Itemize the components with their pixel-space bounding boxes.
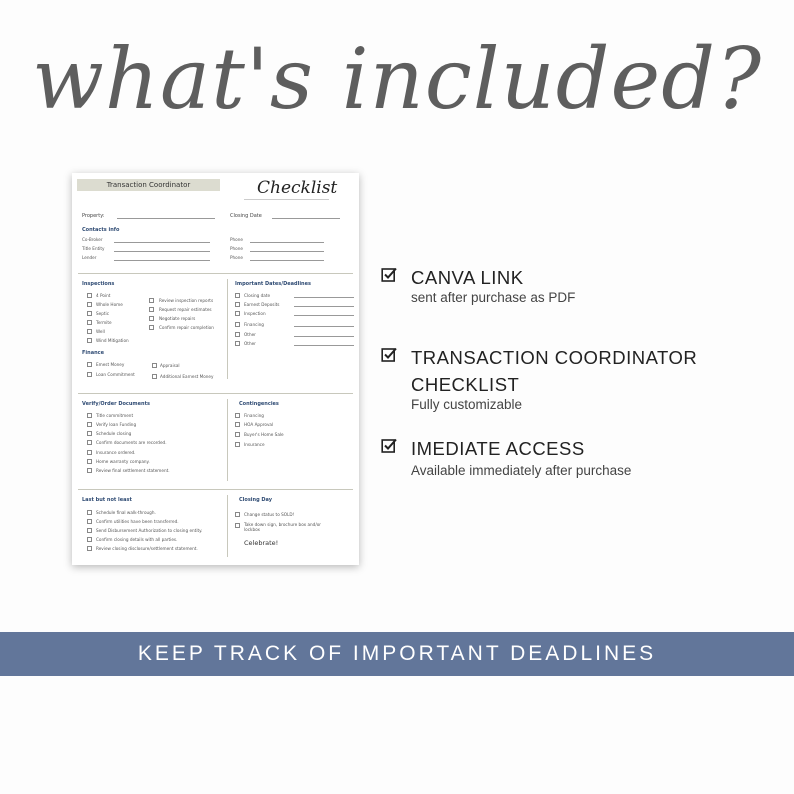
verify-item: Schedule closing <box>96 431 132 436</box>
date-item: Other <box>244 332 256 337</box>
contact-label: Title Entity <box>82 246 105 251</box>
verify-heading: Verify/Order Documents <box>82 401 150 407</box>
finance-item: Appraisal <box>160 363 180 368</box>
inspections-heading: Inspections <box>82 281 115 287</box>
feature-subtitle: Fully customizable <box>411 397 523 412</box>
inspection-item: Wind Mitigation <box>96 338 129 343</box>
verify-item: Review final settlement statement. <box>96 468 170 473</box>
date-item: Financing <box>244 322 264 327</box>
contingency-item: Financing <box>244 413 264 418</box>
closing-date-label: Closing Date <box>230 213 262 219</box>
feature-subtitle: Available immediately after purchase <box>411 463 632 478</box>
checkbox-checked-icon <box>381 437 399 455</box>
verify-item: Home warranty company. <box>96 459 150 464</box>
contingency-item: Insurance <box>244 442 265 447</box>
last-item: Confirm utilities have been transferred. <box>96 519 179 524</box>
checklist-preview <box>72 173 359 565</box>
verify-item: Insurance ordered. <box>96 450 136 455</box>
dates-heading: Important Dates/Deadlines <box>235 281 311 287</box>
doc-title: Checklist <box>257 178 338 198</box>
inspection-item: Well <box>96 329 105 334</box>
last-item: Review closing disclosure/settlement statement. <box>96 546 198 551</box>
inspection-item: Whole Home <box>96 302 123 307</box>
property-label: Property: <box>82 213 105 219</box>
contingencies-heading: Contingencies <box>239 401 279 407</box>
finance-item: Loan Commitment <box>96 372 135 377</box>
closing-heading: Closing Day <box>239 497 273 503</box>
finance-item: Additional Earnest Money <box>160 374 214 379</box>
finance-item: Emest Money <box>96 362 125 367</box>
deadlines-banner: KEEP TRACK OF IMPORTANT DEADLINES <box>0 632 794 676</box>
celebrate-text: Celebrate! <box>244 539 279 547</box>
headline: what's included? <box>32 30 762 128</box>
doc-header-label: Transaction Coordinator <box>77 179 220 191</box>
phone-label: Phone <box>230 255 243 260</box>
inspection-item: Septic <box>96 311 110 316</box>
contact-label: Lender <box>82 255 97 260</box>
verify-item: Title commitment <box>96 413 134 418</box>
finance-heading: Finance <box>82 350 104 356</box>
inspection-item: 4 Point <box>96 293 111 298</box>
verify-item: Confirm documents are recorded. <box>96 440 167 445</box>
contacts-heading: Contacts info <box>82 227 120 233</box>
checkbox-checked-icon <box>381 346 399 364</box>
feature-title: TRANSACTION COORDINATOR CHECKLIST <box>411 347 698 395</box>
closing-item: Take down sign, brochure box and/or lockbox <box>244 522 322 532</box>
contingency-item: HOA Approval <box>244 422 274 427</box>
feature-subtitle: sent after purchase as PDF <box>411 290 576 305</box>
checkbox-checked-icon <box>381 266 399 284</box>
date-item: Earnest Deposits <box>244 302 280 307</box>
inspection-action: Negotiate repairs <box>159 316 196 321</box>
verify-item: Verify loan Funding <box>96 422 137 427</box>
date-item: Inspection <box>244 311 266 316</box>
phone-label: Phone <box>230 246 243 251</box>
inspection-action: Confirm repair completion <box>159 325 214 330</box>
feature-title: CANVA LINK <box>411 267 524 288</box>
last-item: Send Disbursement Authorization to closing entity. <box>96 528 203 533</box>
inspection-item: Termite <box>96 320 112 325</box>
last-heading: Last but not least <box>82 497 132 503</box>
phone-label: Phone <box>230 237 243 242</box>
inspection-action: Request repair estimates <box>159 307 212 312</box>
last-item: Confirm closing details with all parties. <box>96 537 178 542</box>
feature-title: IMEDIATE ACCESS <box>411 438 585 459</box>
contingency-item: Buyer's Home Sale <box>244 432 284 437</box>
date-item: Other <box>244 341 256 346</box>
inspection-action: Review inspection reports <box>159 298 214 303</box>
contact-label: Co-Broker <box>82 237 103 242</box>
closing-item: Change status to SOLD! <box>244 512 295 517</box>
last-item: Schedule final walk-through. <box>96 510 156 515</box>
date-item: Closing date <box>244 293 271 298</box>
